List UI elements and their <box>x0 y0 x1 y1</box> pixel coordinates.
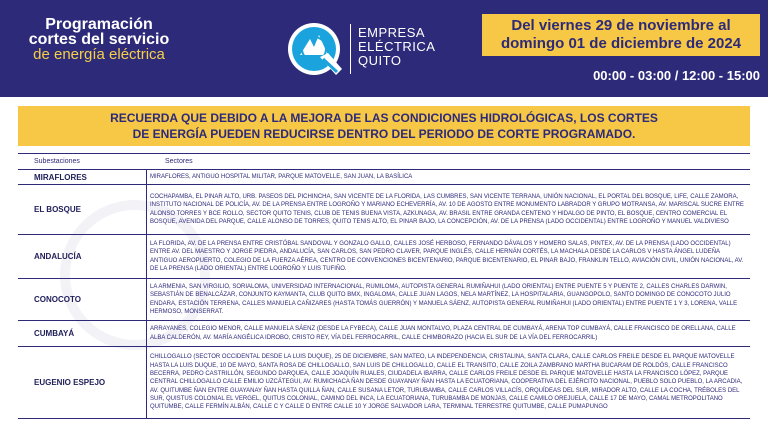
sector-list: MIRAFLORES, ANTIGUO HOSPITAL MILITAR, PARQUE MATOVELLE, SAN JUAN, LA BASÍLICA <box>146 170 750 184</box>
sector-list: COCHAPAMBA, EL PINAR ALTO, URB. PASEOS DEL PICHINCHA, SAN VICENTE DE LA FLORIDA, LAS CUMBRES, SAN VICENTE TERRANA, UNIÓN NACIONAL, EL PORTAL DEL BOSQUE, LIFE, CALLE ZAMORA, INSTITUTO NACIONAL DE POLICÍA, AV. DE LA PRENSA ENTRE LOGROÑO Y MARIANO ECHEVERRÍA, AV. 10 DE AGOSTO ENTRE MONUMENTO LABRADOR Y GRUPO MOTRANSA, AV. MARISCAL SUCRE ENTRE ALONSO TORRES Y BCE ROLLO, SECTOR QUITO TENIS, CLUB DE TENIS BUENA VISTA, AZKUNAGA, AV. BRASIL ENTRE GRANDA CENTENO Y HIDALGO DE PINTO, EL BOSQUE, CENTRO COMERCIAL EL BOSQUE, AVENIDA DEL PARQUE, CALLE ALONSO DE TORRES, QUITO TENIS ALTO, EL PINAR BAJO, LA CONCEPCIÓN, AV. DE LA PRENSA (LADO OCCIDENTAL) ENTRE LOGROÑO Y MANUEL VALDIVIESO <box>146 185 750 234</box>
notice-banner <box>18 106 750 146</box>
logo-line-3: QUITO <box>358 53 402 68</box>
table-row <box>18 321 750 347</box>
table-row <box>18 185 750 235</box>
logo-text <box>358 26 435 68</box>
date-range-box <box>482 14 760 56</box>
sector-list: CHILLOGALLO (SECTOR OCCIDENTAL DESDE LA LUIS DUQUE), 25 DE DICIEMBRE, SAN MATEO, LA INDEPENDENCIA, CRISTALINA, SANTA CLARA, CALLE CARLOS FREILE DESDE EL PARQUE MATOVELLE HASTA LA LUIS DUQUE, 10 DE MAYO, SANTA ROSA DE CHILLOGALLO, SAN LUIS DE CHILLOGALLO, CALLE EL TRANSITO, CALLE ZOILA ZAMBRANO MARTHA BUCARAM DE ROLDÓS, CALLE FRANCISCO BECERRA, PEDRO CASTRILLÓN, SEGUNDO DARQUEA, CALLE JOAQUÍN RUALES, CIUDADELA IBARRA, CALLE CARLOS FREILE DESDE EL PARQUE MATOVELLE HASTA LA FRANCISCO LÓPEZ, PARQUE CENTRAL CHILLOGALLO CALLE EMILIO UZCÁTEGUI, AV. RUMICHACA ÑAN DESDE GUAYANAY ÑAN HASTA LA ECUATORIANA, COOPERATIVA DEL EJÉRCITO NACIONAL, PUEBLO SOLO PUEBLO, LA ARCADIA, AV. QUITUMBE ÑAN ENTRE GUAYANAY ÑAN HASTA QUILLA ÑAN, CALLE SUSANA LETOR, TURUBAMBA, CALLE CARLOS VILLACÍS, ORQUÍDEAS DEL SUR, MIRADOR ALTO, CALLE LA COCHA, TRÉBOLES DEL SUR, QUISTUS COLONIAL EL VERGEL, QUITUS COLONIAL, CAMINO DEL INCA, LA ECUATORIANA, TURUBAMBA DE MONJAS, CALLE CAMILO OREJUELA, CALLE 17 DE MAYO, CAMAL METROPOLITANO QUITUMBE, CALLE FERMÍN ALBÁN, CALLE C Y CALLE D ENTRE CALLE 10 Y JORGE SALVADOR LARA, TERMINAL TERRESTRE QUITUMBE, CALLE PUMAPUNGO <box>146 347 750 418</box>
notice-line-1: RECUERDA QUE DEBIDO A LA MEJORA DE LAS CONDICIONES HIDROLÓGICAS, LOS CORTES <box>110 111 658 125</box>
outage-table <box>18 153 750 419</box>
sector-list: LA ARMENIA, SAN VIRGILIO, SORIALOMA, UNIVERSIDAD INTERNACIONAL, RUMILOMA, AUTOPISTA GENERAL RUMIÑAHUI (LADO ORIENTAL) ENTRE PUENTE 5 Y PUENTE 2, CALLES CHARLES DARWIN, SEBASTIÁN DE BENALCÁZAR, CONJUNTO KAYMANTA, CLUB QUITO BMX, INGALOMA, CALLE JUAN LAGOS, NELA MARTÍNEZ, LA HOSPITALARIA, GUANGOPOLO, SANTO DOMINGO DE CONOCOTO JULIO ENDARA, ESTACIÓN TERRENA, CALLES MANUELA CAÑIZARES (HASTA TOMÁS GUERRÓN) Y MANUELA SÁENZ, AUTOPISTA GENERAL RUMIÑAHUI (LADO ORIENTAL) ENTRE PUENTE 1 Y 3, LORENA, VALLE HERMOSO, MONSERRAT. <box>146 279 750 320</box>
logo-line-2: ELÉCTRICA <box>358 39 436 54</box>
outage-hours: 00:00 - 03:00 / 12:00 - 15:00 <box>593 68 760 83</box>
date-line-2: domingo 01 de diciembre de 2024 <box>500 35 742 52</box>
company-logo <box>286 21 462 77</box>
header-banner <box>0 0 768 97</box>
title-line-1: Programación <box>45 16 153 33</box>
substation-name: MIRAFLORES <box>34 172 87 182</box>
logo-q-icon <box>286 21 344 77</box>
table-row <box>18 235 750 279</box>
title-line-2: cortes del servicio <box>28 31 170 48</box>
table-row <box>18 170 750 185</box>
table-row <box>18 279 750 321</box>
substation-name: CUMBAYÁ <box>34 329 75 338</box>
table-row <box>18 347 750 419</box>
header-title <box>0 17 198 62</box>
logo-line-1: EMPRESA <box>358 25 426 40</box>
column-header-substations: Subestaciones <box>34 158 80 165</box>
substation-name: CONOCOTO <box>34 295 81 304</box>
notice-line-2: DE ENERGÍA PUEDEN REDUCIRSE DENTRO DEL PERIODO DE CORTE PROGRAMADO. <box>132 127 636 141</box>
date-line-1: Del viernes 29 de noviembre al <box>511 17 731 34</box>
table-header <box>18 154 750 170</box>
substation-name: EUGENIO ESPEJO <box>34 378 106 387</box>
substation-name: ANDALUCÍA <box>34 252 82 261</box>
column-header-sectors: Sectores <box>165 158 193 165</box>
sector-list: ARRAYANES, COLEGIO MENOR, CALLE MANUELA SÁENZ (DESDE LA FYBECA), CALLE JUAN MONTALVO, PLAZA CENTRAL DE CUMBAYÁ, ARENA TOP CUMBAYÁ, CALLE FRANCISCO DE ORELLANA, CALLE ALBA CALDERÓN, AV. MARÍA ANGÉLICA IDROBO, CRISTO REY, VÍA DEL FERROCARRIL, CALLE CHIMBORAZO (HACIA EL SUR DE LA VÍA DEL FERROCARRIL) <box>146 321 750 346</box>
logo-divider <box>350 24 351 74</box>
substation-name: EL BOSQUE <box>34 205 81 214</box>
title-line-3: de energía eléctrica <box>33 46 165 63</box>
sector-list: LA FLORIDA, AV. DE LA PRENSA ENTRE CRISTÓBAL SANDOVAL Y GONZALO GALLO, CALLES JOSÉ HERBOSO, FERNANDO DÁVALOS Y HOMERO SALAS, PINTEX, AV. DE LA PRENSA (LADO OCCIDENTAL) ENTRE AV. DEL MAESTRO Y JORGE PIEDRA, ANDALUCÍA, SAN CARLOS, SAN PEDRO CLAVER, PARQUE INGLÉS, CALLE HERNÁN CORTÉS, LA MACHALA DESDE LA CARLOS V HASTA ÁNGEL LUDEÑA ANTIGUO AEROPUERTO, COLEGIO DE LA FUERZA AÉREA, CENTRO DE CONVENCIONES BICENTENARIO, PARQUE BICENTENARIO, EL PINAR BAJO, FRANKLIN TELLO, AVIACIÓN CIVIL, UNIÓN NACIONAL, AV. DE LA PRENSA (LADO ORIENTAL) ENTRE LOGROÑO Y LUIS TUFIÑO. <box>146 235 750 278</box>
